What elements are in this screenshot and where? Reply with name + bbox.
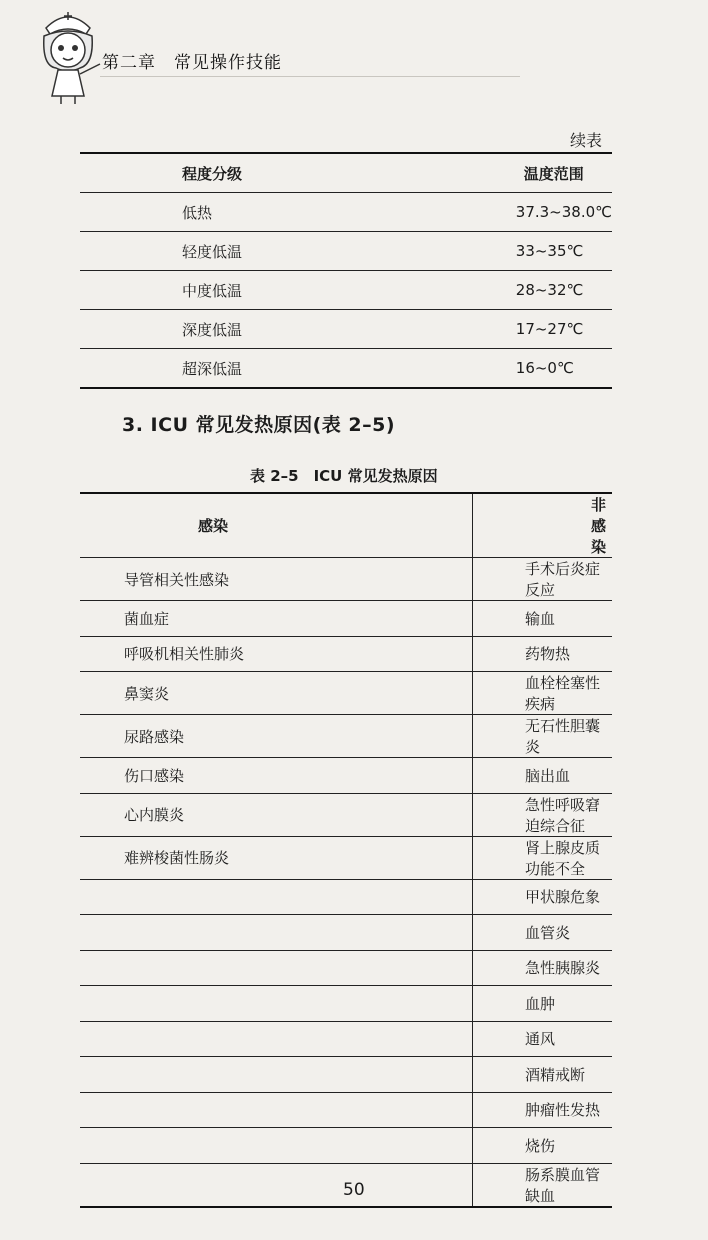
temperature-grade-table [80,152,612,389]
section-title: 3. ICU 常见发热原因(表 2–5) [122,414,396,436]
table-row [80,915,612,951]
grade-cell: 轻度低温 [182,242,243,261]
infection-cell: 伤口感染 [80,758,473,794]
non-infection-cell: 输血 [525,609,556,628]
table-row [80,601,612,637]
column-header-non-infection: 非感染 [591,496,607,556]
non-infection-cell: 急性胰腺炎 [525,959,601,978]
table-row [80,1057,612,1093]
infection-cell: 导管相关性感染 [80,558,473,601]
header-rule [100,76,520,77]
non-infection-cell: 脑出血 [525,766,571,785]
chapter-header: 第二章 常见操作技能 [102,53,282,73]
infection-cell: 尿路感染 [80,715,473,758]
non-infection-cell: 肿瘤性发热 [525,1101,601,1120]
infection-cell: 呼吸机相关性肺炎 [80,636,473,672]
table-row [80,1021,612,1057]
table-row [80,836,612,879]
table-row [80,986,612,1022]
table-row [80,1092,612,1128]
non-infection-cell: 甲状腺危象 [525,888,601,907]
non-infection-cell: 肠系膜血管缺血 [525,1165,601,1205]
grade-cell: 超深低温 [182,359,243,378]
infection-cell: 菌血症 [80,601,473,637]
non-infection-cell: 通风 [525,1030,556,1049]
infection-cell: 鼻窦炎 [80,672,473,715]
range-cell: 28~32℃ [515,281,584,299]
column-header-grade: 程度分级 [182,164,243,183]
infection-cell [80,950,473,986]
grade-cell: 低热 [182,203,213,222]
table-row [80,636,612,672]
non-infection-cell: 手术后炎症反应 [525,560,601,599]
fever-causes-table [80,492,612,1208]
infection-cell [80,1021,473,1057]
table-row [80,310,612,349]
table-row [80,672,612,715]
table-row [80,950,612,986]
non-infection-cell: 烧伤 [525,1136,556,1155]
nurse-mascot-icon [28,6,108,106]
continued-label: 续表 [570,131,603,150]
non-infection-cell: 药物热 [525,645,571,664]
range-cell: 37.3~38.0℃ [515,203,612,221]
infection-cell [80,915,473,951]
infection-cell [80,879,473,915]
table-row [80,715,612,758]
table-row [80,879,612,915]
table-row [80,558,612,601]
range-cell: 33~35℃ [515,242,584,260]
grade-cell: 中度低温 [182,281,243,300]
infection-cell [80,1092,473,1128]
non-infection-cell: 肾上腺皮质功能不全 [525,838,601,878]
non-infection-cell: 酒精戒断 [525,1065,586,1084]
range-cell: 17~27℃ [515,320,584,338]
non-infection-cell: 血管炎 [525,923,571,942]
table-caption: 表 2–5 ICU 常见发热原因 [250,467,438,485]
table-row [80,232,612,271]
non-infection-cell: 无石性胆囊炎 [525,717,601,756]
table-row [80,271,612,310]
page-number: 50 [343,1180,365,1200]
grade-cell: 深度低温 [182,320,243,339]
infection-cell [80,1128,473,1164]
table-row [80,793,612,836]
table-row [80,349,612,389]
column-header-infection: 感染 [80,493,473,558]
non-infection-cell: 血肿 [525,994,556,1013]
infection-cell [80,1163,473,1207]
table-header-row [80,493,612,558]
table-row [80,1128,612,1164]
infection-cell [80,986,473,1022]
infection-cell: 心内膜炎 [80,793,473,836]
non-infection-cell: 急性呼吸窘迫综合征 [525,795,601,835]
table-row [80,758,612,794]
column-header-range: 温度范围 [523,164,584,183]
table-row [80,193,612,232]
non-infection-cell: 血栓栓塞性疾病 [525,674,601,713]
range-cell: 16~0℃ [515,359,574,377]
table-header-row [80,153,612,193]
infection-cell [80,1057,473,1093]
infection-cell: 难辨梭菌性肠炎 [80,836,473,879]
